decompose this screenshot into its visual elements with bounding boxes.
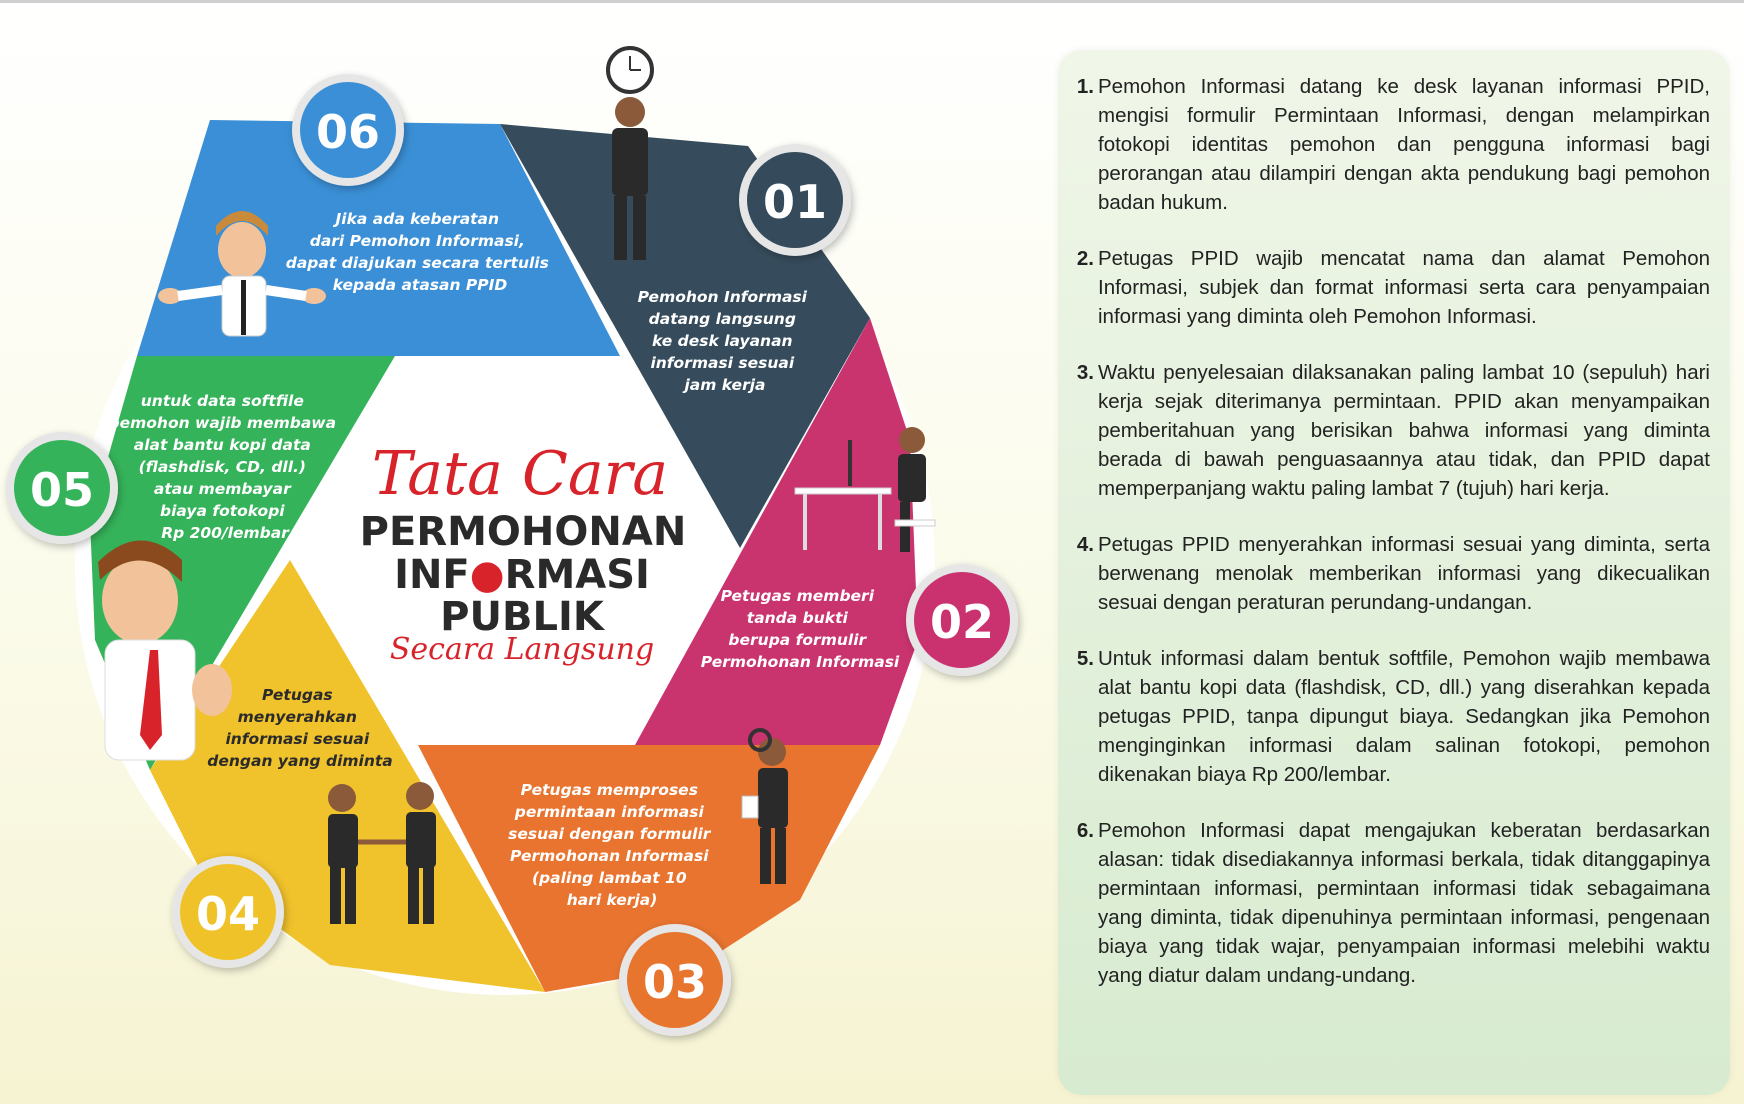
step-number: 3.: [1076, 361, 1094, 384]
step-item: [1068, 72, 1710, 217]
step-number: 1.: [1076, 75, 1094, 98]
step-number: 5.: [1076, 647, 1094, 670]
step-number: 2.: [1076, 247, 1094, 270]
step-text: Pemohon Informasi datang ke desk layanan informasi PPID, mengisi formulir Permintaan Informasi, dengan melampirkan fotokopi identitas pemohon dan pengguna informasi bagi perorangan atau dilampiri dengan akta pendukung bagi pemohon badan hukum.: [1098, 75, 1710, 214]
title-line-1: PERMOHONAN: [359, 509, 687, 555]
badge-02: [906, 564, 1018, 676]
segment-04-text: Petugas menyerahkan informasi sesuai dengan yang diminta: [207, 686, 393, 770]
badge-01: [739, 144, 851, 256]
segment-01-text: Pemohon Informasi datang langsung ke desk layanan informasi sesuai jam kerja: [637, 288, 807, 394]
svg-text:01: 01: [762, 175, 828, 229]
title-subtitle: Secara Langsung: [389, 632, 655, 667]
title-script: Tata Cara: [371, 439, 669, 509]
step-number: 6.: [1076, 819, 1094, 842]
segment-05-text: untuk data softfile pemohon wajib membawa alat bantu kopi data (flashdisk, CD, dll.) atau membayar biaya fotokopi Rp 200/lembar: [108, 392, 337, 542]
badge-05: [6, 432, 118, 544]
title-line-3: PUBLIK: [440, 594, 604, 640]
svg-text:02: 02: [929, 595, 995, 649]
segment-02-text: Petugas memberi tanda bukti berupa formulir Permohonan Informasi: [700, 587, 900, 671]
step-text: Petugas PPID menyerahkan informasi sesuai yang diminta, serta berwenang menolak memberikan informasi yang dikecualikan sesuai dengan peraturan perundang-undangan.: [1098, 533, 1710, 614]
svg-text:03: 03: [642, 955, 708, 1009]
svg-text:05: 05: [29, 463, 95, 517]
svg-text:06: 06: [315, 105, 381, 159]
step-text: Waktu penyelesaian dilaksanakan paling lambat 10 (sepuluh) hari kerja sejak diterimanya permintaan. PPID akan menyampaikan pemberitahuan yang berisikan bahwa informasi yang diminta berada di bawah penguasaannya atau tidak, dan PPID dapat memperpanjang waktu paling lambat 7 (tujuh) hari kerja.: [1098, 361, 1710, 500]
svg-text:04: 04: [195, 887, 261, 941]
center-title: [360, 439, 687, 667]
step-item: [1068, 644, 1710, 789]
badge-03: [619, 924, 731, 1036]
steps-panel: [1058, 50, 1730, 1095]
step-item: [1068, 816, 1710, 990]
step-number: 4.: [1076, 533, 1094, 556]
step-item: [1068, 244, 1710, 331]
step-text: Untuk informasi dalam bentuk softfile, Pemohon wajib membawa alat bantu kopi data (flashdisk, CD, dll.) yang diserahkan kepada petugas PPID, tanpa dipungut biaya. Sedangkan jika Pemohon menginginkan informasi dalam salinan fotokopi, pemohon dikenakan biaya Rp 200/lembar.: [1098, 647, 1710, 786]
step-text: Pemohon Informasi dapat mengajukan keberatan berdasarkan alasan: tidak disediakannya informasi berkala, tidak ditanggapinya permintaan informasi, permintaan informasi tidak sebagaimana yang diminta, tidak dipenuhinya permintaan informasi, pengenaan biaya yang tidak wajar, penyampaian informasi melebihi waktu yang diatur dalam undang-undang.: [1098, 819, 1710, 987]
step-text: Petugas PPID wajib mencatat nama dan alamat Pemohon Informasi, subjek dan format informasi serta cara penyampaian informasi yang diminta oleh Pemohon Informasi.: [1098, 247, 1710, 328]
badge-06: [292, 74, 404, 186]
step-item: [1068, 530, 1710, 617]
segment-03-text: Petugas memproses permintaan informasi sesuai dengan formulir Permohonan Informasi (paling lambat 10 hari kerja): [508, 781, 711, 909]
segment-06-text: Jika ada keberatan dari Pemohon Informasi, dapat diajukan secara tertulis kepada atasan PPID: [285, 210, 549, 294]
badge-04: [172, 856, 284, 968]
title-line-2: INF●RMASI: [394, 552, 650, 598]
step-item: [1068, 358, 1710, 503]
